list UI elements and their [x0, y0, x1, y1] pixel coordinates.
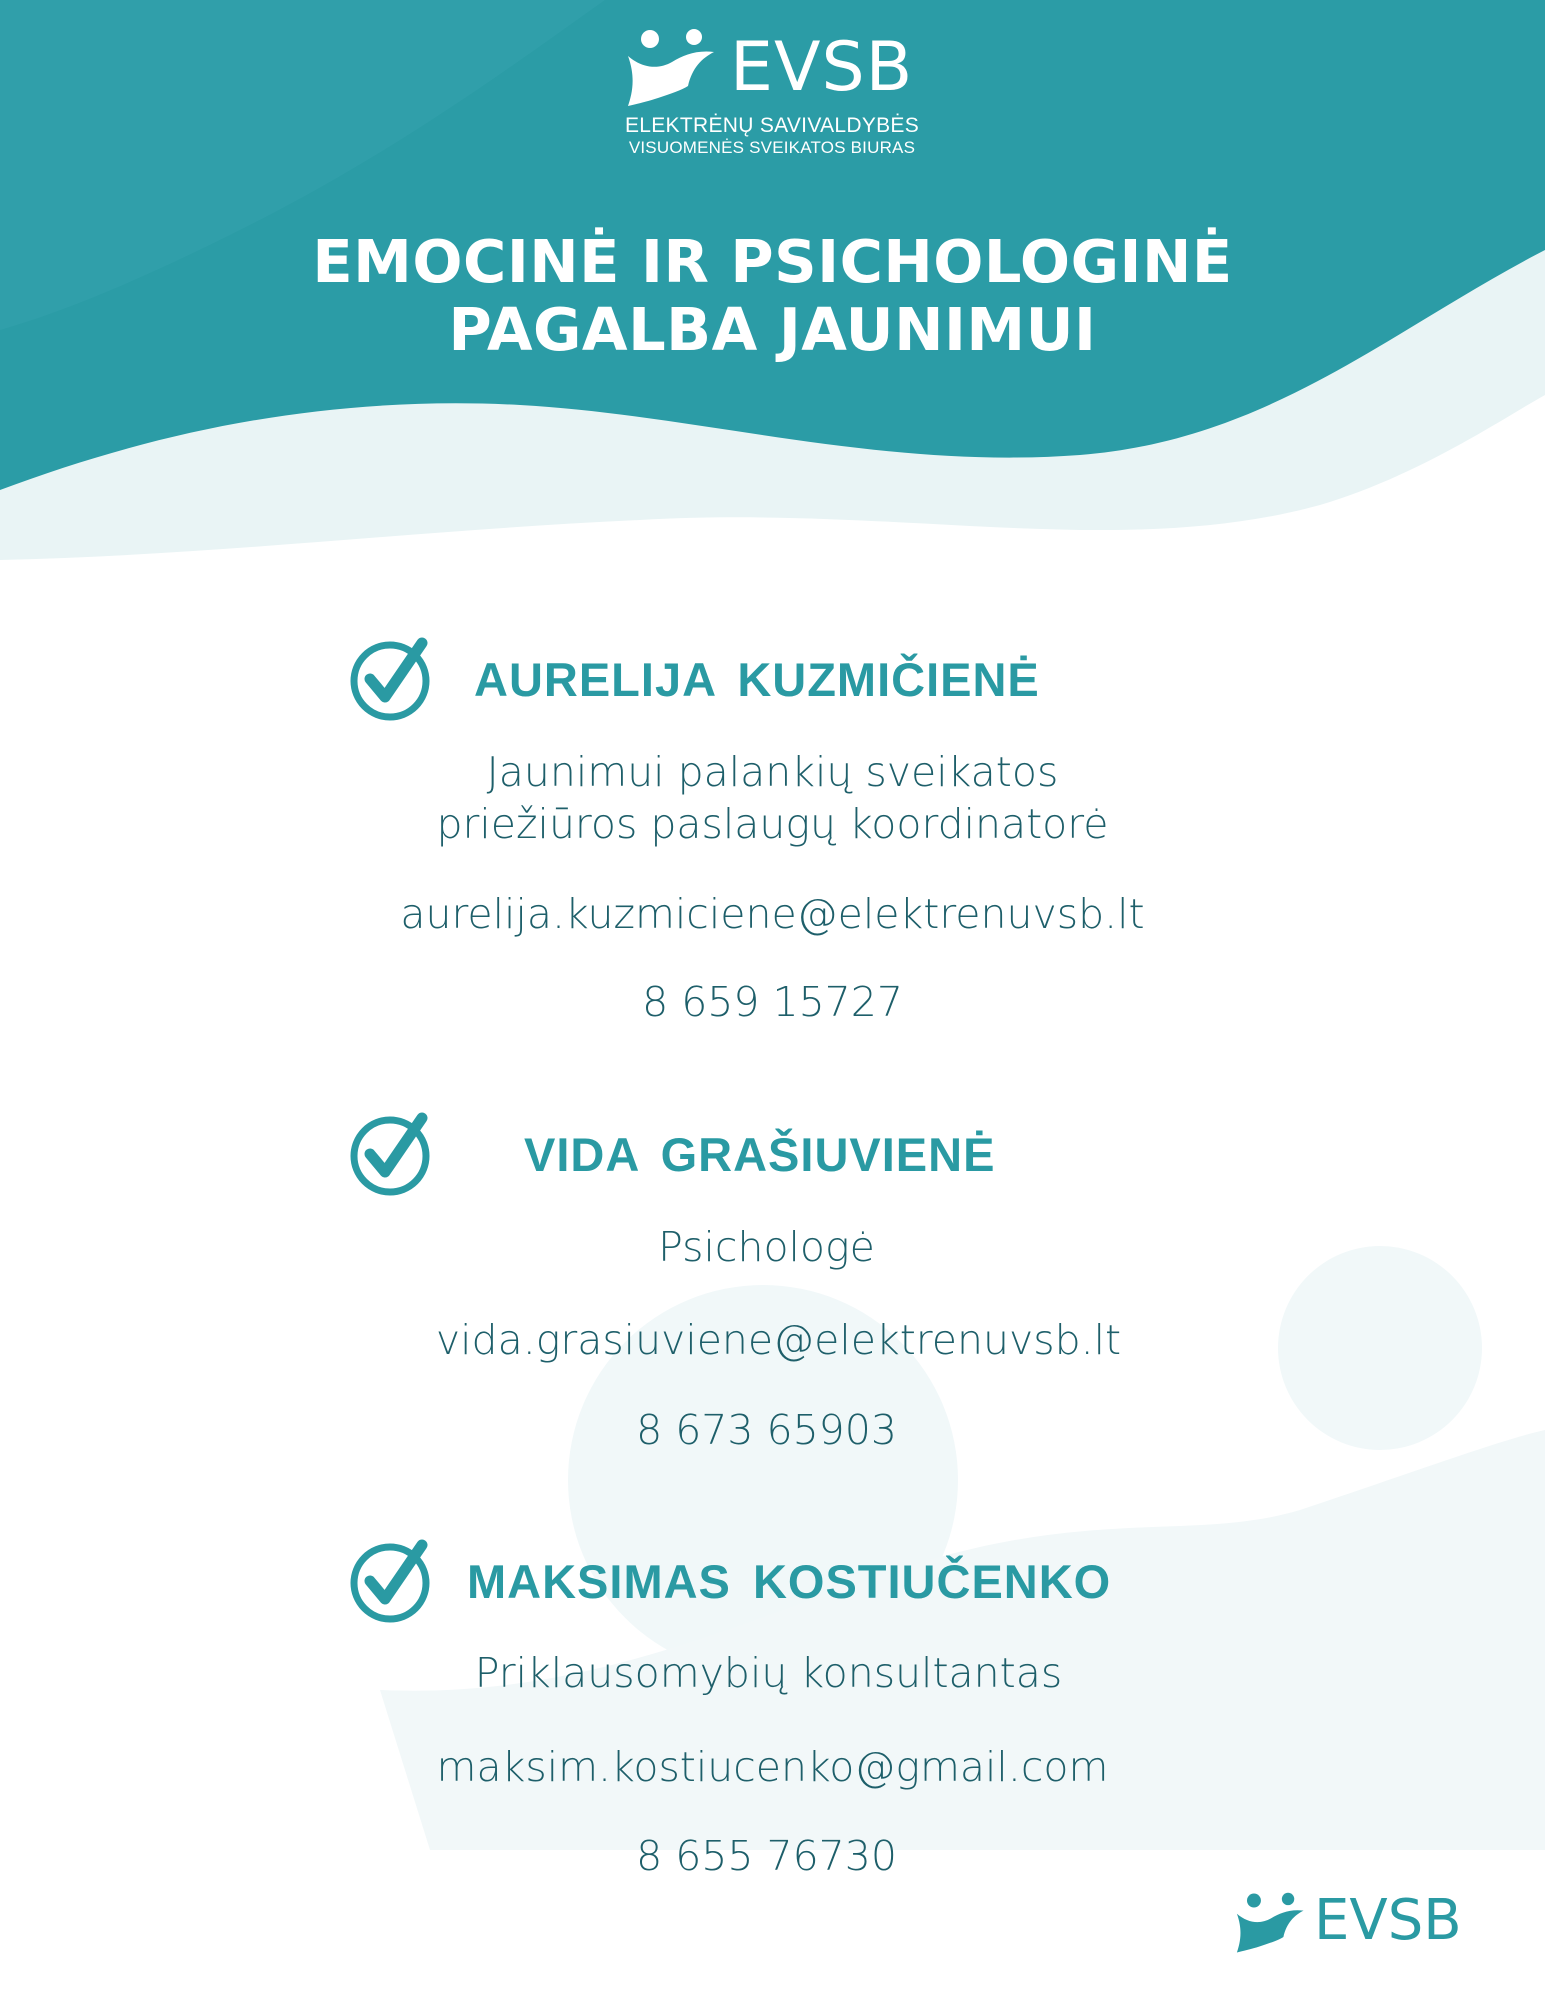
contact-name: AURELIJA KUZMIČIENĖ [474, 653, 1040, 706]
contact-phone[interactable]: 8 655 76730 [636, 1832, 897, 1880]
contact-role-line1: Jaunimui palankių sveikatos [486, 748, 1059, 796]
contact-role-line2: priežiūros paslaugų koordinatorė [436, 800, 1109, 848]
contact-email[interactable]: maksim.kostiucenko@gmail.com [436, 1743, 1109, 1791]
page-title-line2: PAGALBA JAUNIMUI [448, 295, 1097, 364]
page-title-line1: EMOCINĖ IR PSICHOLOGINĖ [312, 227, 1233, 296]
contact-phone[interactable]: 8 659 15727 [642, 978, 903, 1026]
check-circle-icon [350, 1537, 436, 1623]
evsb-logo-icon [1232, 1892, 1310, 1954]
evsb-logo [622, 28, 922, 163]
check-circle-icon [350, 1110, 436, 1196]
check-circle-icon [350, 635, 436, 721]
contact-phone[interactable]: 8 673 65903 [636, 1406, 897, 1454]
logo-subtitle-line1: ELEKTRĖNŲ SAVIVALDYBĖS [624, 114, 920, 137]
contact-role: Priklausomybių konsultantas [474, 1649, 1063, 1697]
contact-email[interactable]: aurelija.kuzmiciene@elektrenuvsb.lt [400, 890, 1145, 938]
contact-name: MAKSIMAS KOSTIUČENKO [467, 1555, 1112, 1608]
contact-email[interactable]: vida.grasiuviene@elektrenuvsb.lt [435, 1316, 1122, 1364]
logo-subtitle-line2: VISUOMENĖS SVEIKATOS BIURAS [628, 138, 916, 157]
logo-text: EVSB [730, 28, 914, 107]
contact-role: Psichologė [658, 1223, 875, 1271]
contact-name: VIDA GRAŠIUVIENĖ [524, 1128, 996, 1181]
evsb-logo-icon [622, 28, 722, 108]
footer-logo-text: EVSB [1314, 1888, 1462, 1953]
evsb-logo-footer [1232, 1890, 1472, 1956]
